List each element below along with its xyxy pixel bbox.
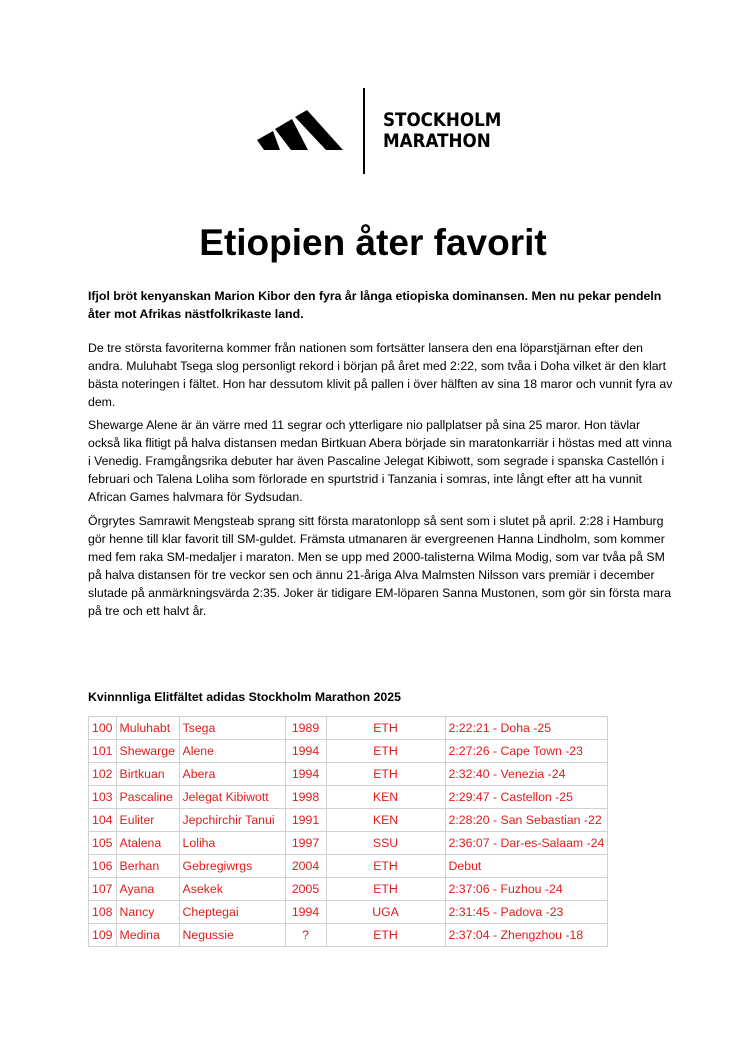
table-row xyxy=(89,786,608,809)
first-name-cell: Nancy xyxy=(116,901,179,924)
table-row xyxy=(89,809,608,832)
body-paragraph-2: Shewarge Alene är än värre med 11 segrar och ytterligare nio pallplatser på sina 25 maror. Hon tävlar också lika flitigt på halva distansen medan Birtkuan Abera började sin maratonkarriär i höstas med att vinna i Venedig. Framgångsrika debuter har även Pascaline Jelegat Kibiwott, som segrade i spanska Castellón i februari och Talena Loliha som förlorade en spurtstrid i Tanzania i somras, inte långt efter att ha vunnit African Games halvmara för Sydsudan. xyxy=(88,418,672,504)
bib-number-cell: 107 xyxy=(89,878,117,901)
last-name-cell: Cheptegai xyxy=(179,901,285,924)
adidas-three-stripes-icon xyxy=(255,110,343,150)
nationality-cell: ETH xyxy=(326,855,445,878)
birth-year-cell: 1997 xyxy=(285,832,326,855)
personal-best-cell: 2:22:21 - Doha -25 xyxy=(445,717,608,740)
table-row xyxy=(89,717,608,740)
birth-year-cell: 1991 xyxy=(285,809,326,832)
personal-best-cell: 2:36:07 - Dar-es-Salaam -24 xyxy=(445,832,608,855)
bib-number-cell: 105 xyxy=(89,832,117,855)
nationality-cell: SSU xyxy=(326,832,445,855)
table-row xyxy=(89,855,608,878)
bib-number-cell: 101 xyxy=(89,740,117,763)
bib-number-cell: 108 xyxy=(89,901,117,924)
last-name-cell: Alene xyxy=(179,740,285,763)
first-name-cell: Atalena xyxy=(116,832,179,855)
lead-paragraph: Ifjol bröt kenyanskan Marion Kibor den fyra år långa etiopiska dominansen. Men nu pekar pendeln åter mot Afrikas nästfolkrikaste land. xyxy=(88,289,662,321)
first-name-cell: Medina xyxy=(116,924,179,947)
nationality-cell: KEN xyxy=(326,809,445,832)
personal-best-cell: 2:28:20 - San Sebastian -22 xyxy=(445,809,608,832)
table-row xyxy=(89,763,608,786)
personal-best-cell: 2:27:26 - Cape Town -23 xyxy=(445,740,608,763)
bib-number-cell: 106 xyxy=(89,855,117,878)
personal-best-cell: 2:29:47 - Castellon -25 xyxy=(445,786,608,809)
birth-year-cell: 1994 xyxy=(285,740,326,763)
table-row xyxy=(89,878,608,901)
last-name-cell: Jelegat Kibiwott xyxy=(179,786,285,809)
personal-best-cell: 2:37:06 - Fuzhou -24 xyxy=(445,878,608,901)
table-row xyxy=(89,901,608,924)
bib-number-cell: 100 xyxy=(89,717,117,740)
nationality-cell: ETH xyxy=(326,717,445,740)
first-name-cell: Birtkuan xyxy=(116,763,179,786)
first-name-cell: Shewarge xyxy=(116,740,179,763)
birth-year-cell: 1989 xyxy=(285,717,326,740)
birth-year-cell: 1998 xyxy=(285,786,326,809)
first-name-cell: Euliter xyxy=(116,809,179,832)
page-title: Etiopien åter favorit xyxy=(199,222,547,263)
nationality-cell: ETH xyxy=(326,763,445,786)
first-name-cell: Berhan xyxy=(116,855,179,878)
birth-year-cell: 2004 xyxy=(285,855,326,878)
body-paragraph-1: De tre största favoriterna kommer från nationen som fortsätter lansera den ena löparstjärnan efter den andra. Muluhabt Tsega slog personligt rekord i början på året med 2:22, som tvåa i Doha vilket är den klart bästa noteringen i fältet. Hon har dessutom klivit på pallen i över hälften av sina 18 maror och vunnit fyra av dem. xyxy=(88,341,673,409)
first-name-cell: Ayana xyxy=(116,878,179,901)
birth-year-cell: ? xyxy=(285,924,326,947)
personal-best-cell: 2:37:04 - Zhengzhou -18 xyxy=(445,924,608,947)
birth-year-cell: 2005 xyxy=(285,878,326,901)
table-row xyxy=(89,832,608,855)
personal-best-cell: 2:31:45 - Padova -23 xyxy=(445,901,608,924)
table-row xyxy=(89,924,608,947)
nationality-cell: ETH xyxy=(326,878,445,901)
last-name-cell: Negussie xyxy=(179,924,285,947)
last-name-cell: Tsega xyxy=(179,717,285,740)
logo-line-1: STOCKHOLM xyxy=(383,109,502,131)
logo-divider xyxy=(363,88,365,174)
last-name-cell: Gebregiwrgs xyxy=(179,855,285,878)
last-name-cell: Abera xyxy=(179,763,285,786)
logo-line-2: MARATHON xyxy=(383,130,491,152)
bib-number-cell: 102 xyxy=(89,763,117,786)
stockholm-marathon-logo xyxy=(255,86,502,176)
table-row xyxy=(89,740,608,763)
personal-best-cell: Debut xyxy=(445,855,608,878)
nationality-cell: KEN xyxy=(326,786,445,809)
birth-year-cell: 1994 xyxy=(285,763,326,786)
nationality-cell: ETH xyxy=(326,924,445,947)
table-title: Kvinnnliga Elitfältet adidas Stockholm Marathon 2025 xyxy=(88,690,401,704)
personal-best-cell: 2:32:40 - Venezia -24 xyxy=(445,763,608,786)
nationality-cell: ETH xyxy=(326,740,445,763)
elite-field-table xyxy=(88,716,608,947)
nationality-cell: UGA xyxy=(326,901,445,924)
logo-wordmark xyxy=(383,110,501,152)
last-name-cell: Asekek xyxy=(179,878,285,901)
bib-number-cell: 103 xyxy=(89,786,117,809)
bib-number-cell: 104 xyxy=(89,809,117,832)
birth-year-cell: 1994 xyxy=(285,901,326,924)
last-name-cell: Jepchirchir Tanui xyxy=(179,809,285,832)
first-name-cell: Muluhabt xyxy=(116,717,179,740)
last-name-cell: Loliha xyxy=(179,832,285,855)
body-paragraph-3: Örgrytes Samrawit Mengsteab sprang sitt första maratonlopp så sent som i slutet på april. 2:28 i Hamburg gör henne till klar favorit till SM-guldet. Främsta utmanaren är evergreenen Hanna Lindholm, som kommer med fem raka SM-medaljer i maraton. Men se upp med 2000-talisterna Wilma Modig, som var tvåa på SM på halva distansen för tre veckor sen och ännu 21-åriga Alva Malmsten Nilsson vars premiär i december slutade på anmärkningsvärda 2:35. Joker är tidigare EM-löparen Sanna Mustonen, som gör sin första mara på tre och ett halvt år. xyxy=(88,514,672,618)
first-name-cell: Pascaline xyxy=(116,786,179,809)
bib-number-cell: 109 xyxy=(89,924,117,947)
